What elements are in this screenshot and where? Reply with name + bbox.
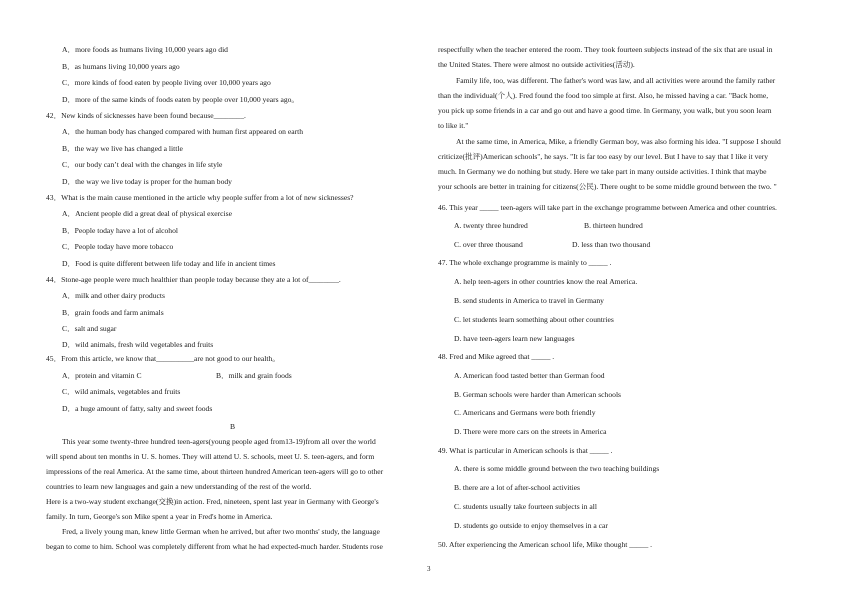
q48-option-b: B. German schools were harder than American schools bbox=[454, 390, 622, 399]
q48-stem: 48. Fred and Mike agreed that _____ . bbox=[438, 352, 555, 361]
q49-option-a: A. there is some middle ground between the two teaching buildings bbox=[454, 464, 660, 473]
q46-option-a: A. twenty three hundred bbox=[454, 221, 528, 230]
passage-line: impressions of the real America. At the same time, about thirteen hundred American teen-agers will go to other bbox=[46, 467, 384, 476]
q48-option-c: C. Americans and Germans were both friendly bbox=[454, 408, 596, 417]
q45-option-a: A．protein and vitamin C bbox=[62, 371, 142, 380]
q41-option-a: A．more foods as humans living 10,000 years ago did bbox=[62, 45, 228, 54]
q49-stem: 49. What is particular in American schools is that _____ . bbox=[438, 446, 613, 455]
q47-option-d: D. have teen-agers learn new languages bbox=[454, 334, 575, 343]
q46-option-d: D. less than two thousand bbox=[572, 240, 651, 249]
q47-stem: 47. The whole exchange programme is mainly to _____ . bbox=[438, 258, 612, 267]
q48-option-a: A. American food tasted better than German food bbox=[454, 371, 605, 380]
q43-option-a: A．Ancient people did a great deal of physical exercise bbox=[62, 209, 232, 218]
passage-line: you pick up some friends in a car and go out and have a good time. In Germany, you walk, but you soon learn bbox=[438, 106, 772, 115]
q44-option-d: D．wild animals, fresh wild vegetables and fruits bbox=[62, 340, 214, 349]
q46-option-c: C. over three thousand bbox=[454, 240, 523, 249]
q47-option-a: A. help teen-agers in other countries know the real America. bbox=[454, 277, 638, 286]
q44-option-c: C．salt and sugar bbox=[62, 324, 117, 333]
q47-option-c: C. let students learn something about other countries bbox=[454, 315, 614, 324]
q43-option-c: C．People today have more tobacco bbox=[62, 242, 174, 251]
passage-line: criticize(批评)American schools", he says. "It is far too easy by our level. But I have to say that I like it very bbox=[438, 152, 769, 161]
passage-line: the United States. There were almost no outside activities(活动). bbox=[438, 60, 635, 69]
passage-line: much. In Germany we do nothing but study. Here we take part in many outside activities. I think that maybe bbox=[438, 167, 767, 176]
q43-stem: 43．What is the main cause mentioned in the article why people suffer from a lot of new sicknesses? bbox=[46, 193, 354, 202]
q45-stem: 45．From this article, we know that__________are not good to our health。 bbox=[46, 354, 280, 363]
q44-stem: 44．Stone-age people were much healthier than people today because they ate a lot of________. bbox=[46, 275, 341, 284]
q49-option-d: D. students go outside to enjoy themselves in a car bbox=[454, 521, 608, 530]
passage-line: will spend about ten months in U. S. homes. They will attend U. S. schools, meet U. S. teen-agers, and form bbox=[46, 452, 375, 461]
q49-option-b: B. there are a lot of after-school activities bbox=[454, 483, 580, 492]
passage-line: Fred, a lively young man, knew little German when he arrived, but after two months' study, the language bbox=[62, 527, 380, 536]
page-number: 3 bbox=[427, 565, 431, 573]
q43-option-b: B．People today have a lot of alcohol bbox=[62, 226, 178, 235]
q49-option-c: C. students usually take fourteen subjects in all bbox=[454, 502, 597, 511]
q41-option-c: C．more kinds of food eaten by people living over 10,000 years ago bbox=[62, 78, 271, 87]
passage-line: This year some twenty-three hundred teen-agers(young people aged from13-19)from all over the world bbox=[62, 437, 376, 446]
q42-option-a: A．the human body has changed compared with human first appeared on earth bbox=[62, 127, 304, 136]
passage-line: began to come to him. School was completely different from what he had expected-much harder. Students rose bbox=[46, 542, 383, 551]
passage-line: than the individual(个人). Fred found the food too simple at first. Also, he missed having a car. "Back home, bbox=[438, 91, 769, 100]
q47-option-b: B. send students in America to travel in Germany bbox=[454, 296, 604, 305]
passage-line: countries to learn new languages and gain a new understanding of the rest of the world. bbox=[46, 482, 312, 491]
passage-line: respectfully when the teacher entered the room. They took fourteen subjects instead of the six that are usual in bbox=[438, 45, 773, 54]
passage-line: At the same time, in America, Mike, a friendly German boy, was also forming his idea. "I suppose I should bbox=[456, 137, 781, 146]
q41-option-b: B．as humans living 10,000 years ago bbox=[62, 62, 180, 71]
q42-stem: 42．New kinds of sicknesses have been found because________. bbox=[46, 111, 246, 120]
q45-option-b: B．milk and grain foods bbox=[216, 371, 292, 380]
passage-line: family. In turn, George's son Mike spent a year in Fred's home in America. bbox=[46, 512, 273, 521]
passage-line: Family life, too, was different. The father's word was law, and all activities were around the family rather bbox=[456, 76, 776, 85]
passage-line: your schools are better in training for citizens(公民). There ought to be some middle ground between the two. " bbox=[438, 182, 777, 191]
q42-option-c: C．our body can’t deal with the changes in life style bbox=[62, 160, 223, 169]
q45-option-d: D．a huge amount of fatty, salty and sweet foods bbox=[62, 404, 213, 413]
q43-option-d: D．Food is quite different between life today and life in ancient times bbox=[62, 259, 276, 268]
q44-option-a: A．milk and other dairy products bbox=[62, 291, 165, 300]
passage-line: Here is a two-way student exchange(交换)in action. Fred, nineteen, spent last year in Germany with George's bbox=[46, 497, 379, 506]
section-b-title: B bbox=[230, 422, 236, 431]
passage-line: to like it." bbox=[438, 121, 469, 130]
q41-option-d: D．more of the same kinds of foods eaten by people over 10,000 years ago。 bbox=[62, 95, 300, 104]
q45-option-c: C．wild animals, vegetables and fruits bbox=[62, 387, 181, 396]
q46-option-b: B. thirteen hundred bbox=[584, 221, 643, 230]
q42-option-d: D．the way we live today is proper for the human body bbox=[62, 177, 232, 186]
right-column bbox=[430, 0, 860, 611]
q48-option-d: D. There were more cars on the streets in America bbox=[454, 427, 607, 436]
q44-option-b: B．grain foods and farm animals bbox=[62, 308, 164, 317]
q46-stem: 46. This year _____ teen-agers will take part in the exchange programme between America and other countries. bbox=[438, 203, 777, 212]
q42-option-b: B．the way we live has changed a little bbox=[62, 144, 183, 153]
q50-stem: 50. After experiencing the American school life, Mike thought _____ . bbox=[438, 540, 653, 549]
